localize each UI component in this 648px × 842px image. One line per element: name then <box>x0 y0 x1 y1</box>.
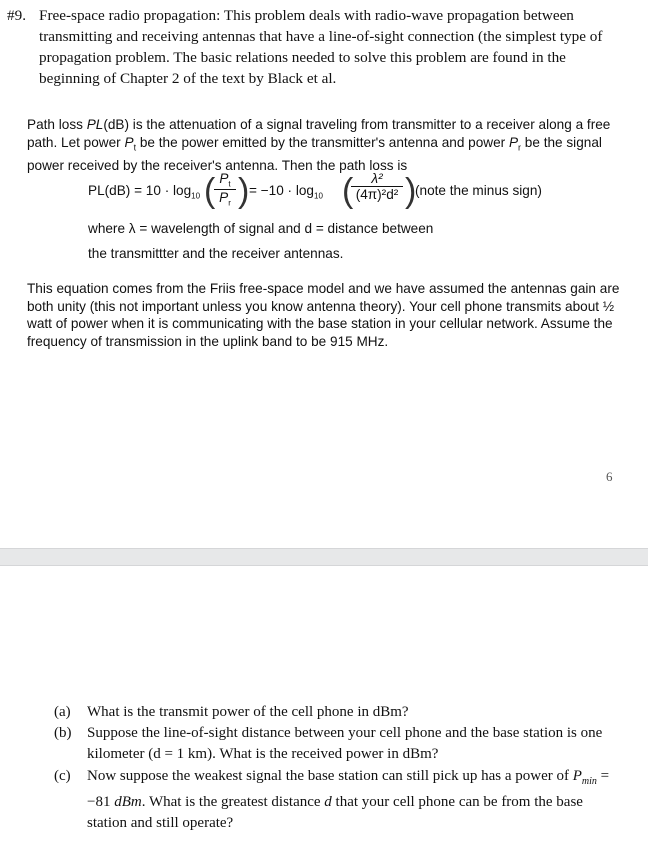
path-loss-intro <box>27 116 627 174</box>
q-c-pmin-sub: min <box>581 776 597 787</box>
intro-pt: P <box>124 134 134 150</box>
page-number: 6 <box>606 469 613 484</box>
intro-text-4: be the signal power received by the receiver's antenna. Then the path loss is <box>27 134 602 173</box>
intro-pt-sub: t <box>133 142 137 153</box>
left-paren-1: ( <box>204 172 216 210</box>
frac-den-1-sub: r <box>228 198 231 208</box>
formula-lhs <box>88 183 200 201</box>
question-label: (b) <box>54 725 72 741</box>
q-c-pmin: P <box>572 768 582 784</box>
right-paren-2: ) <box>405 172 417 210</box>
formula-note: (note the minus sign) <box>415 183 542 198</box>
formula-mid <box>249 183 323 201</box>
q-c-unit: dBm <box>114 794 142 810</box>
q-c-pre: Now suppose the weakest signal the base station can still pick up has a power of <box>87 768 573 784</box>
q-c-eq: = −81 <box>87 768 610 810</box>
formula-mid-text: = −10 · log <box>249 183 314 198</box>
formula-lhs-text: PL(dB) = 10 · log <box>88 183 192 198</box>
fraction-pt-pr <box>214 171 236 207</box>
problem-number: #9. <box>7 7 26 24</box>
formula-log2-sub: 10 <box>314 191 323 201</box>
question-label: (c) <box>54 768 71 784</box>
q-c-post: . What is the greatest distance <box>141 794 325 810</box>
intro-text-3: be the power emitted by the transmitter's antenna and power <box>136 134 509 150</box>
question-text: Suppose the line-of-sight distance between your cell phone and the base station is one kilometer (d = 1 km). What is the received power in dBm? <box>87 725 603 762</box>
path-loss-formula <box>88 169 608 215</box>
frac-den-2: (4π)²d² <box>355 187 399 202</box>
q-c-d: d <box>324 794 332 810</box>
intro-text-2: (dB) is the attenuation of a signal traveling from transmitter to a receiver along a free path. Let power <box>27 117 611 150</box>
frac-den-1: P <box>219 189 229 205</box>
friis-paragraph: This equation comes from the Friis free-space model and we have assumed the antennas gain are both unity (this not important unless you know antenna theory). Your cell phone transmits about ½ watt of power when it is communicating with the base station in your cellular network. Assume the frequency of transmission in the uplink band to be 915 MHz. <box>27 281 620 349</box>
intro-pr: P <box>508 134 519 150</box>
problem-statement: Free-space radio propagation: This problem deals with radio-wave propagation between transmitting and receiving antennas that have a line-of-sight connection (the simplest type of propagation problem. The basic relations needed to solve this problem are found in the beginning of Chapter 2 of the text by Black et al. <box>39 7 603 87</box>
where-line-1: where λ = wavelength of signal and d = distance between <box>88 221 434 236</box>
formula-log-sub: 10 <box>191 191 201 201</box>
intro-pr-sub: r <box>518 142 522 153</box>
left-paren-2: ( <box>342 172 354 210</box>
right-paren-1: ) <box>238 172 250 210</box>
q-c-post2: that your cell phone can be from the base station and still operate? <box>87 794 583 831</box>
question-text <box>87 766 614 834</box>
page-separator <box>0 548 648 566</box>
where-line-2: the transmittter and the receiver antennas. <box>88 246 344 261</box>
frac-num-1-sub: t <box>228 179 231 189</box>
frac-num-1: P <box>219 171 229 186</box>
question-text: What is the transmit power of the cell phone in dBm? <box>87 704 409 720</box>
intro-text-1: Path loss <box>27 117 87 132</box>
fraction-lambda <box>351 171 403 202</box>
frac-num-2: λ² <box>371 171 383 186</box>
question-label: (a) <box>54 704 71 720</box>
intro-pl: PL <box>86 117 104 132</box>
